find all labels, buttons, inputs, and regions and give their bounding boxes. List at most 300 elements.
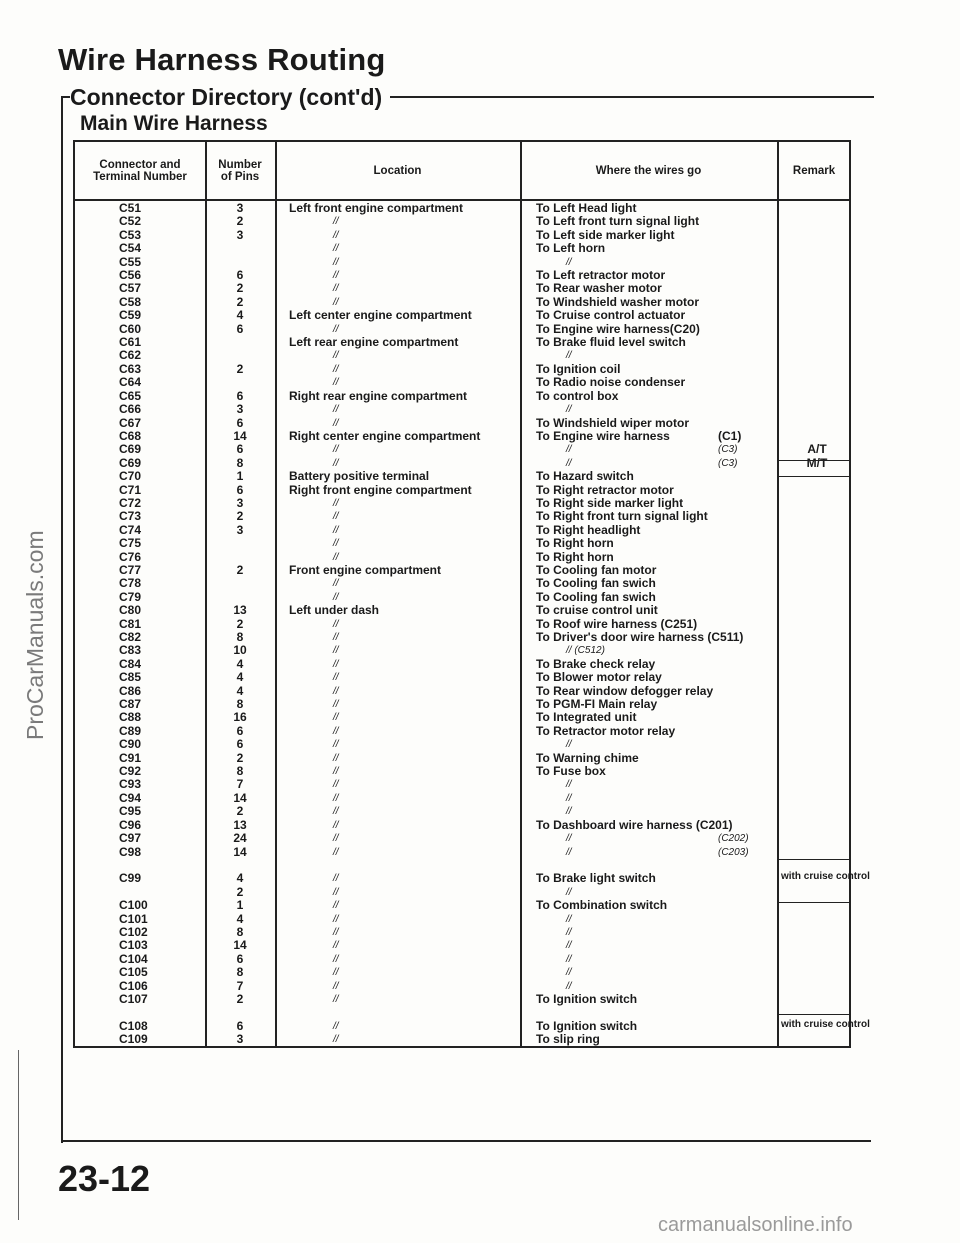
cell-pins: [205, 202, 275, 215]
remark-text: A/T: [807, 442, 827, 457]
cell-where: [524, 484, 777, 497]
location-text: Right rear engine compartment: [289, 388, 468, 403]
pins-text: 6: [236, 415, 244, 430]
remark-rule: [779, 1014, 851, 1015]
cell-connector: [75, 725, 205, 738]
where-text: //: [566, 967, 572, 979]
cell-pins: [205, 282, 275, 295]
cell-location: [277, 644, 520, 657]
cell-remark: [781, 443, 853, 456]
where-text: To Hazard switch: [536, 469, 634, 484]
cell-where: [524, 537, 777, 550]
cell-pins: [205, 886, 275, 899]
cell-remark: [781, 363, 853, 376]
cell-remark: [781, 202, 853, 215]
cell-location: [277, 470, 520, 483]
cell-remark: [781, 323, 853, 336]
connector-text: C54: [119, 241, 142, 256]
cell-where: [524, 564, 777, 577]
where-text: To Radio noise condenser: [536, 375, 686, 390]
connector-text: C60: [119, 321, 142, 336]
cell-pins: [205, 229, 275, 242]
location-text: //: [333, 377, 339, 389]
where-text: To Right retractor motor: [536, 482, 674, 497]
cell-remark: [781, 846, 853, 859]
pins-text: 4: [236, 656, 244, 671]
location-text: //: [333, 538, 339, 550]
cell-connector: [75, 966, 205, 979]
pins-text: 3: [236, 201, 244, 215]
cell-pins: [205, 872, 275, 885]
pins-text: 8: [236, 924, 244, 939]
pins-text: 4: [236, 670, 244, 685]
connector-text: C82: [119, 630, 142, 644]
connector-text: C57: [119, 281, 142, 296]
cell-remark: [781, 457, 853, 470]
cell-remark: [781, 765, 853, 778]
cell-connector: [75, 564, 205, 577]
header-connector: Connector and Terminal Number: [93, 158, 187, 183]
cell-pins: [205, 711, 275, 724]
location-text: //: [333, 685, 339, 697]
connector-text: C93: [119, 777, 142, 792]
cell-pins: [205, 510, 275, 523]
cell-location: [277, 484, 520, 497]
where-text: //: [566, 980, 572, 992]
cell-where: [524, 832, 777, 845]
cell-where: [524, 202, 777, 215]
cell-where: [524, 524, 777, 537]
cell-location: [277, 980, 520, 993]
where-text: To Right side marker light: [536, 495, 684, 510]
cell-pins: [205, 336, 275, 349]
cell-connector: [75, 846, 205, 859]
location-text: //: [333, 819, 339, 831]
location-text: //: [333, 296, 339, 308]
where-text: To Driver's door wire harness (C511): [536, 630, 744, 644]
cell-where: [524, 778, 777, 791]
location-text: //: [333, 497, 339, 509]
cell-location: [277, 738, 520, 751]
harness-code: (C1): [718, 428, 742, 443]
location-column: [277, 202, 520, 1047]
pins-text: 6: [236, 737, 244, 752]
cell-location: [277, 323, 520, 336]
cell-connector: [75, 349, 205, 362]
cell-connector: [75, 658, 205, 671]
connector-text: C68: [119, 428, 142, 443]
cell-pins: [205, 363, 275, 376]
cell-remark: [781, 711, 853, 724]
pins-text: 2: [236, 361, 244, 376]
where-text: //: [566, 886, 572, 898]
cell-location: [277, 577, 520, 590]
where-text: To Left side marker light: [536, 227, 675, 242]
cell-connector: [75, 953, 205, 966]
pins-text: 24: [233, 831, 247, 846]
cell-location: [277, 631, 520, 644]
where-text: To Cooling fan motor: [536, 562, 657, 577]
cell-connector: [75, 269, 205, 282]
column-divider: [520, 142, 522, 1046]
pins-text: 1: [236, 898, 244, 913]
cell-location: [277, 390, 520, 403]
cell-remark: [781, 752, 853, 765]
cell-connector: [75, 1006, 205, 1019]
cell-connector: [75, 604, 205, 617]
where-text: //: [566, 833, 572, 845]
cell-pins: [205, 926, 275, 939]
cell-remark: [781, 1018, 870, 1033]
cell-connector: [75, 457, 205, 470]
where-text: //: [566, 404, 572, 416]
cell-remark: [781, 644, 853, 657]
cell-pins: [205, 805, 275, 818]
cell-remark: [781, 792, 853, 805]
pins-text: 4: [236, 683, 244, 698]
cell-where: [524, 443, 777, 456]
where-text: To Ignition switch: [536, 991, 638, 1006]
location-text: //: [333, 873, 339, 885]
cell-pins: [205, 899, 275, 912]
cell-where: [524, 819, 777, 832]
where-text: To Right horn: [536, 549, 614, 564]
connector-text: C103: [119, 938, 148, 953]
cell-pins: [205, 537, 275, 550]
connector-text: C96: [119, 817, 142, 832]
cell-remark: [781, 939, 853, 952]
cell-where: [524, 671, 777, 684]
location-text: //: [333, 551, 339, 563]
cell-connector: [75, 926, 205, 939]
cell-location: [277, 805, 520, 818]
connector-text: C80: [119, 603, 142, 618]
cell-where: [524, 430, 777, 443]
where-text: To Integrated unit: [536, 710, 637, 725]
pins-text: 14: [233, 844, 247, 859]
cell-remark: [781, 417, 853, 430]
pins-text: 6: [236, 442, 244, 457]
cell-location: [277, 256, 520, 269]
cell-connector: [75, 577, 205, 590]
cell-remark: [781, 886, 853, 899]
cell-location: [277, 872, 520, 885]
cell-connector: [75, 765, 205, 778]
pins-text: 8: [236, 697, 244, 712]
location-text: Left rear engine compartment: [289, 335, 459, 350]
location-text: //: [333, 229, 339, 241]
cell-pins: [205, 832, 275, 845]
connector-text: C77: [119, 562, 142, 577]
cell-pins: [205, 604, 275, 617]
connector-text: C52: [119, 214, 142, 229]
cell-where: [524, 349, 777, 362]
cell-where: [524, 323, 777, 336]
pins-text: 2: [236, 281, 244, 296]
cell-connector: [75, 886, 205, 899]
cell-connector: [75, 537, 205, 550]
cell-remark: [781, 215, 853, 228]
location-text: //: [333, 404, 339, 416]
cell-location: [277, 993, 520, 1006]
cell-connector: [75, 792, 205, 805]
where-text: To PGM-FI Main relay: [536, 697, 658, 712]
pins-text: 3: [236, 1032, 244, 1047]
location-text: //: [333, 283, 339, 295]
location-text: //: [333, 591, 339, 603]
cell-pins: [205, 443, 275, 456]
where-text: //: [566, 953, 572, 965]
cell-location: [277, 497, 520, 510]
location-text: //: [333, 511, 339, 523]
connector-text: C63: [119, 361, 142, 376]
cell-where: [524, 403, 777, 416]
cell-where: [524, 765, 777, 778]
pins-text: 6: [236, 321, 244, 336]
connector-text: C72: [119, 495, 142, 510]
cell-pins: [205, 953, 275, 966]
cell-where: [524, 886, 777, 899]
cell-connector: [75, 1033, 205, 1046]
location-text: //: [333, 792, 339, 804]
where-text: //: [566, 792, 572, 804]
cell-location: [277, 443, 520, 456]
cell-where: [524, 953, 777, 966]
cell-where: [524, 913, 777, 926]
cell-connector: [75, 336, 205, 349]
connector-text: C91: [119, 750, 142, 765]
pins-text: 4: [236, 911, 244, 926]
location-text: //: [333, 578, 339, 590]
cell-remark: [781, 484, 853, 497]
connector-text: C108: [119, 1018, 148, 1033]
connector-text: C76: [119, 549, 142, 564]
pins-text: 2: [236, 562, 244, 577]
location-text: //: [333, 417, 339, 429]
section-title: Connector Directory (cont'd): [70, 84, 390, 111]
remark-text: with cruise control: [781, 871, 870, 883]
where-text: //: [566, 457, 572, 469]
cell-where: [524, 872, 777, 885]
cell-location: [277, 698, 520, 711]
cell-connector: [75, 242, 205, 255]
cell-connector: [75, 417, 205, 430]
cell-where: [524, 296, 777, 309]
cell-remark: [781, 403, 853, 416]
cell-pins: [205, 564, 275, 577]
location-text: Front engine compartment: [289, 562, 442, 577]
cell-location: [277, 336, 520, 349]
cell-remark: [781, 591, 853, 604]
cell-connector: [75, 631, 205, 644]
location-text: //: [333, 766, 339, 778]
cell-location: [277, 215, 520, 228]
connector-text: C67: [119, 415, 142, 430]
where-text: To Cruise control actuator: [536, 308, 686, 323]
connector-text: C86: [119, 683, 142, 698]
cell-pins: [205, 497, 275, 510]
connector-text: C71: [119, 482, 142, 497]
cell-pins: [205, 618, 275, 631]
cell-where: [524, 470, 777, 483]
location-text: //: [333, 833, 339, 845]
where-text: To Combination switch: [536, 898, 668, 913]
cell-pins: [205, 631, 275, 644]
pins-text: 16: [233, 710, 247, 725]
cell-location: [277, 711, 520, 724]
cell-location: [277, 363, 520, 376]
cell-where: [524, 510, 777, 523]
cell-remark: [781, 859, 853, 872]
cell-remark: [781, 631, 853, 644]
cell-connector: [75, 832, 205, 845]
cell-pins: [205, 524, 275, 537]
location-text: //: [333, 270, 339, 282]
cell-location: [277, 618, 520, 631]
cell-pins: [205, 269, 275, 282]
cell-remark: [781, 390, 853, 403]
location-text: //: [333, 739, 339, 751]
cell-location: [277, 685, 520, 698]
location-text: //: [333, 967, 339, 979]
pins-text: 8: [236, 764, 244, 779]
connector-text: C97: [119, 831, 142, 846]
pins-text: 14: [233, 428, 247, 443]
cell-remark: [781, 510, 853, 523]
cell-pins: [205, 980, 275, 993]
cell-location: [277, 939, 520, 952]
where-text: To Dashboard wire harness (C201): [536, 817, 733, 832]
cell-pins: [205, 658, 275, 671]
cell-where: [524, 591, 777, 604]
cell-location: [277, 296, 520, 309]
cell-connector: [75, 497, 205, 510]
where-text: To Ignition coil: [536, 361, 621, 376]
cell-pins: [205, 792, 275, 805]
cell-remark: [781, 805, 853, 818]
location-text: //: [333, 725, 339, 737]
location-text: //: [333, 632, 339, 643]
where-text: To Right horn: [536, 536, 614, 551]
pins-text: 3: [236, 402, 244, 417]
location-text: //: [333, 323, 339, 335]
cell-remark: [781, 966, 853, 979]
cell-connector: [75, 805, 205, 818]
cell-where: [524, 846, 777, 859]
cell-remark: [781, 551, 853, 564]
cell-connector: [75, 390, 205, 403]
cell-where: [524, 269, 777, 282]
cell-pins: [205, 846, 275, 859]
pins-text: 2: [236, 509, 244, 524]
cell-connector: [75, 980, 205, 993]
location-text: //: [333, 256, 339, 268]
cell-remark: [781, 336, 853, 349]
cell-pins: [205, 738, 275, 751]
remark-rule: [779, 902, 851, 903]
location-text: //: [333, 752, 339, 764]
cell-location: [277, 913, 520, 926]
location-text: //: [333, 806, 339, 818]
remark-column: [781, 202, 870, 1047]
location-text: //: [333, 699, 339, 711]
pins-text: 6: [236, 482, 244, 497]
cell-pins: [205, 390, 275, 403]
cell-where: [524, 618, 777, 631]
cell-remark: [781, 738, 853, 751]
cell-where: [524, 805, 777, 818]
connector-text: C105: [119, 965, 148, 980]
cell-where: [524, 993, 777, 1006]
cell-remark: [781, 537, 853, 550]
location-text: //: [333, 926, 339, 938]
cell-pins: [205, 430, 275, 443]
cell-remark: [781, 604, 853, 617]
cell-location: [277, 403, 520, 416]
cell-remark: [781, 658, 853, 671]
connector-text: C62: [119, 348, 142, 363]
cell-remark: [781, 832, 853, 845]
location-text: Left front engine compartment: [289, 201, 464, 215]
cell-where: [524, 939, 777, 952]
cell-remark: [781, 685, 853, 698]
connector-text: C53: [119, 227, 142, 242]
cell-location: [277, 953, 520, 966]
where-text: To Right headlight: [536, 522, 641, 537]
where-text: To Left horn: [536, 241, 606, 256]
cell-remark: [781, 564, 853, 577]
cell-connector: [75, 256, 205, 269]
where-text: To Brake fluid level switch: [536, 335, 686, 350]
connector-text: C81: [119, 616, 142, 631]
where-text: //: [566, 940, 572, 952]
cell-location: [277, 765, 520, 778]
section-bracket: [61, 96, 72, 1143]
cell-connector: [75, 282, 205, 295]
cell-pins: [205, 242, 275, 255]
pins-text: 7: [236, 777, 244, 792]
where-text: To Retractor motor relay: [536, 723, 676, 738]
cell-pins: [205, 215, 275, 228]
cell-connector: [75, 778, 205, 791]
connector-text: C94: [119, 790, 142, 805]
where-text: To Cooling fan swich: [536, 576, 656, 591]
where-text: To control box: [536, 388, 619, 403]
cell-pins: [205, 403, 275, 416]
column-divider: [777, 142, 779, 1046]
cell-pins: [205, 470, 275, 483]
cell-location: [277, 899, 520, 912]
location-text: //: [333, 645, 339, 657]
header-pins: Number of Pins: [218, 158, 262, 183]
cell-location: [277, 604, 520, 617]
where-text: To Roof wire harness (C251): [536, 616, 698, 631]
where-text: To Left retractor motor: [536, 268, 666, 283]
cell-connector: [75, 430, 205, 443]
connector-column: [75, 202, 205, 1047]
cell-pins: [205, 939, 275, 952]
cell-pins: [205, 577, 275, 590]
cell-where: [524, 725, 777, 738]
page-title: Wire Harness Routing: [58, 42, 386, 77]
cell-location: [277, 524, 520, 537]
connector-text: C58: [119, 294, 142, 309]
cell-connector: [75, 296, 205, 309]
header-where: Where the wires go: [595, 164, 702, 177]
remark-rule: [779, 476, 851, 477]
cell-where: [524, 457, 777, 470]
pins-text: 1: [236, 469, 244, 484]
